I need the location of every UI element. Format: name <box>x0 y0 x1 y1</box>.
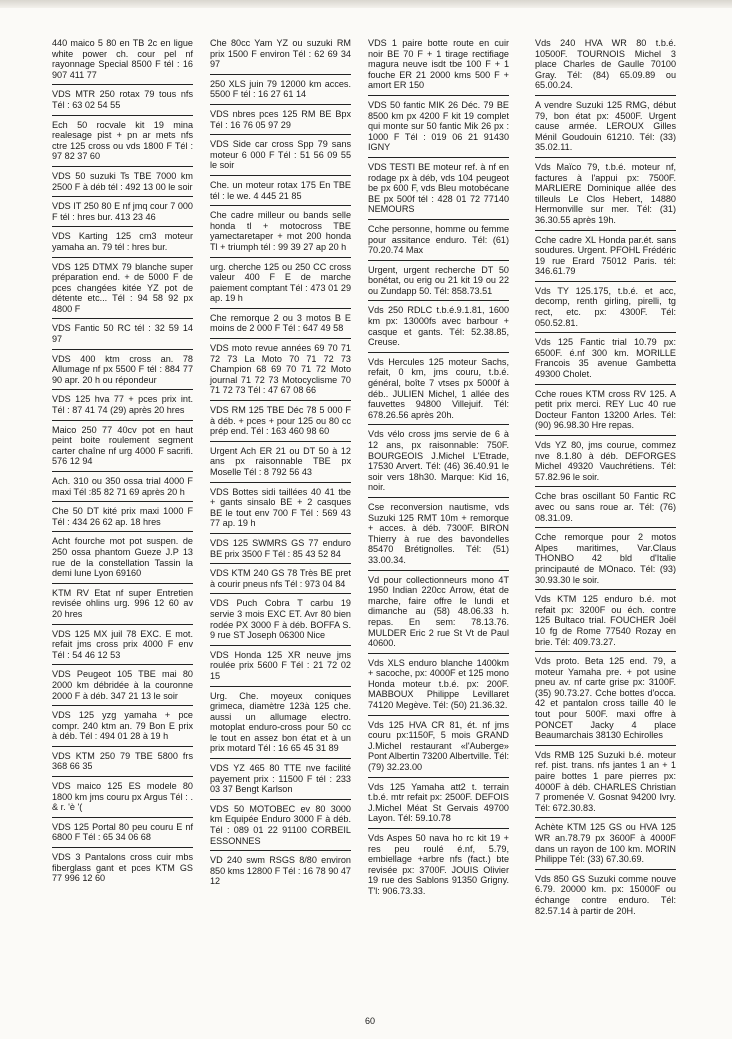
classified-ad: VDS IT 250 80 E nf jmq cour 7 000 F tél : hres bur. 413 23 46 <box>52 201 193 227</box>
classified-ad: Cche roues KTM cross RV 125. A petit prix merci. REY Luc 40 rue Docteur Fanton 13200 Arles. Tél: (90) 96.98.30 Hre repas. <box>535 389 676 436</box>
classified-ad: Cse reconversion nautisme, vds Suzuki 125 RMT 10m + remorque + acces. à déb. 7300F. BIRON Thierry à rue des bavondelles 85470 Brétignolles. Tél: (51) 33.00.34. <box>368 502 509 571</box>
classified-ad: VDS MTR 250 rotax 79 tous nfs Tél : 63 02 54 55 <box>52 89 193 115</box>
classified-column-2 <box>210 38 351 895</box>
classified-ad: VD 240 swm RSGS 8/80 environ 850 kms 12800 F Tél : 16 78 90 47 12 <box>210 855 351 887</box>
page-top-edge <box>0 0 732 8</box>
classified-ad: VDS 3 Pantalons cross cuir mbs fiberglass gant et pces KTM GS 77 996 12 60 <box>52 852 193 884</box>
classified-ad: VDS Honda 125 XR neuve jms roulée prix 5600 F Tél : 21 72 02 15 <box>210 650 351 687</box>
classified-ad: A vendre Suzuki 125 RMG, début 79, bon état px: 4500F. Urgent cause armée. LEROUX Gilles Ménil Goudouin 61210. Tél: (33) 35.02.11. <box>535 100 676 158</box>
classified-ad: 250 XLS juin 79 12000 km acces. 5500 F tél : 16 27 61 14 <box>210 79 351 105</box>
classified-ad: 440 maico 5 80 en TB 2c en ligue white power ch. cour pel nf rayonnage Special 8500 F tél : 16 907 411 77 <box>52 38 193 85</box>
classified-ad: VDS 50 suzuki Ts TBE 7000 km 2500 F à déb tél : 492 13 00 le soir <box>52 171 193 197</box>
page-number: 60 <box>364 1016 375 1026</box>
classified-ad: Urgent Ach ER 21 ou DT 50 à 12 ans px raisonnable TBE px Moselle Tél : 8 792 56 43 <box>210 446 351 483</box>
classified-ad: VDS 125 SWMRS GS 77 enduro BE prix 3500 F Tél : 85 43 52 84 <box>210 538 351 564</box>
classified-ad: VDS Puch Cobra T carbu 19 servie 3 mois EXC ET. Avr 80 bien rodée PX 3000 F à déb. BOFFA S. 9 rue ST Joseph 06300 Nice <box>210 598 351 645</box>
classified-ad: Vds Maïco 79, t.b.é. moteur nf, factures à l'appui px: 7500F. MARLIERE Dominique allée des tilleuls Le Clos Hebert, 14880 Hermonville sur mer. Tél: (31) 36.30.55 après 19h. <box>535 162 676 231</box>
classified-ad: VDS Fantic 50 RC tél : 32 59 14 97 <box>52 323 193 349</box>
classified-ad: Ach. 310 ou 350 ossa trial 4000 F maxi Tél :85 82 71 69 après 20 h <box>52 476 193 502</box>
classified-ad: Vds 250 RDLC t.b.é.9.1.81, 1600 km px: 13000fs avec barbour + casque et gants. Tél: 52.38.85, Creuse. <box>368 305 509 352</box>
classified-ad: Maico 250 77 40cv pot en haut peint boite roulement segment carter chaîne nf urg 4000 F sacrifi. 576 12 94 <box>52 425 193 472</box>
classified-ad: Cche bras oscillant 50 Fantic RC avec ou sans roue ar. Tél: (76) 08.31.09. <box>535 491 676 528</box>
classified-ad: Cche personne, homme ou femme pour assitance enduro. Tél: (61) 70.20.74 Max <box>368 224 509 261</box>
classified-ad: VDS 400 ktm cross an. 78 Allumage nf px 5500 F tél : 884 77 90 apr. 20 h ou répondeur <box>52 354 193 391</box>
classified-ad: Urgent, urgent recherche DT 50 bonétat, ou erig ou 21 kit 19 ou 22 ou Zundapp 50. Tél: 858.73.51 <box>368 265 509 302</box>
classified-ad: Che remorque 2 ou 3 motos B E moins de 2 000 F Tél : 647 49 58 <box>210 313 351 339</box>
classified-ad: Vds vélo cross jms servie de 6 à 12 ans, px raisonnable: 750F. BOURGEOIS J.Michel L'Etrade, 17530 Arvert. Tél: (46) 36.40.91 le soir vers 18h30. Marque: Kid 16, noir. <box>368 429 509 498</box>
classified-ad: Che. un moteur rotax 175 En TBE tél : le we. 4 445 21 85 <box>210 180 351 206</box>
classified-ad: VDS 125 yzg yamaha + pce compr. 240 ktm an. 79 Bon E prix à déb. Tél : 494 01 28 à 19 h <box>52 710 193 747</box>
classified-ad: VDS Peugeot 105 TBE mai 80 2000 km débridée à la couronne 2000 F à déb. 347 21 13 le soir <box>52 669 193 706</box>
classified-ad: VDS 1 paire botte route en cuir noir BE 70 F + 1 tirage rectifiage magura neuve isdt tbe 100 F + 1 fouche ER 21 2000 kms 500 F + amort ER 150 <box>368 38 509 96</box>
classified-ad: Che 50 DT kité prix maxi 1000 F Tél : 434 26 62 ap. 18 hres <box>52 506 193 532</box>
classified-ad: Vds 850 GS Suzuki comme nouve 6.79. 20000 km. px: 15000F ou échange contre enduro. Tél: 82.57.14 à partir de 20H. <box>535 873 676 916</box>
classified-column-1 <box>52 38 193 892</box>
classified-ad: Vds KTM 125 enduro b.é. mot refait px: 3200F ou éch. contre 125 Bultaco trial. FOUCHER Joël 10 fg de Rome 77540 Rozay en brie. Tél: 409.73.27. <box>535 594 676 652</box>
classified-ad: KTM RV Etat nf super Entretien revisée ohlins urg. 996 12 60 av 20 hres <box>52 588 193 625</box>
classified-ad: Vd pour collectionneurs mono 4T 1950 Indian 220cc Arrow, état de marche, faire offre le lundi et dimanche au (58) 48.06.33 h. repas. En sem: 78.13.76. MULDER Eric 2 rue St Vt de Paul 40600. <box>368 575 509 654</box>
classified-ad: Cche cadre XL Honda par.ét. sans soudures. Urgent. PFOHL Frédéric 19 rue Erard 75012 Paris. tél: 346.61.79 <box>535 235 676 282</box>
classified-ad: Vds 125 Fantic trial 10.79 px: 6500F. é.nf 300 km. MORILLE Francois 35 avenue Gambetta 49300 Cholet. <box>535 337 676 384</box>
classified-ad: Vds Aspes 50 nava ho rc kit 19 + res peu roulé é.nf, 5.79, embiellage +arbre nfs (fact.) bte revisée px: 3700F. JOUIS Olivier 19 rue des Sablons 91350 Grigny. T'l: 906.73.33. <box>368 833 509 896</box>
classified-ad: VDS KTM 250 79 TBE 5800 frs 368 66 35 <box>52 751 193 777</box>
classified-ad: Urg. Che. moyeux coniques grimeca, diamètre 123à 125 che. aussi un allumage electro. motoplat enduro-cross pour 50 cc le tout en assez bon état et à un prix motard Tél : 16 65 45 31 89 <box>210 691 351 760</box>
classified-ad: Vds 240 HVA WR 80 t.b.é. 10500F. TOURNOIS Michel 3 place Charles de Gaulle 70100 Gray. Tél: (84) 65.09.89 ou 65.00.24. <box>535 38 676 96</box>
classified-column-4 <box>535 38 676 924</box>
classified-ad: VDS 125 DTMX 79 blanche super préparation end. + de 5000 F de pces changées kitée YZ pot de détente etc... Tél : 94 58 92 px 4800 F <box>52 262 193 320</box>
classified-ad: VDS 50 MOTOBEC ev 80 3000 km Equipée Enduro 3000 F à déb. Tél : 089 01 22 91100 CORBEIL ESSONNES <box>210 804 351 851</box>
classified-ad: Vds 125 Yamaha att2 t. terrain t.b.é. mtr refait px: 2500F. DEFOIS J.Michel Méat St Gervais 49700 Layon. Tél: 59.10.78 <box>368 782 509 829</box>
classified-ad: VDS Karting 125 cm3 moteur yamaha an. 79 tél : hres bur. <box>52 231 193 257</box>
classified-ad: Che cadre milleur ou bands selle honda tl + motocross TBE yamectaretaper + mot 200 honda Tl + triumph tél : 99 39 27 ap 20 h <box>210 210 351 257</box>
classified-ad: VDS Side car cross Spp 79 sans moteur 6 000 F Tél : 51 56 09 55 le soir <box>210 139 351 176</box>
classified-column-3 <box>368 38 509 905</box>
classified-ad: VDS KTM 240 GS 78 Très BE pret à courir pneus nfs Tél : 973 04 84 <box>210 568 351 594</box>
classified-ad: Acht fourche mot pot suspen. de 250 ossa phantom Gueze J.P 13 rue de la constellation Tassin la demi lune Lyon 69160 <box>52 536 193 583</box>
classified-ad: VDS TESTI BE moteur ref. à nf en rodage px à déb, vds 104 peugeot be px 600 F, vds Bleu motobécane BE px 500f tél : 428 01 72 77140 NEMOURS <box>368 162 509 220</box>
classified-ad: Vds Hercules 125 moteur Sachs, refait, 0 km, jms couru, t.b.é. général, boîte 7 vtses px 5000f à déb.. JULIEN Michel, 1 allée des fauvettes 94800 Villejuif. Tél: 678.26.56 après 20h. <box>368 357 509 426</box>
classified-ad: Vds TY 125.175, t.b.é. et acc, decomp, renth girling, pirelli, tg rect, etc. px: 4300F. Tél: 050.52.81. <box>535 286 676 333</box>
classified-ad: VDS 125 hva 77 + pces prix int. Tél : 87 41 74 (29) après 20 hres <box>52 394 193 420</box>
classified-ad: urg. cherche 125 ou 250 CC cross valeur 400 F E de marche paiement comptant Tél : 473 01 29 ap. 19 h <box>210 262 351 309</box>
classified-ad: VDS nbres pces 125 RM BE Bpx Tél : 16 76 05 97 29 <box>210 109 351 135</box>
classified-ad: Vds XLS enduro blanche 1400km + sacoche, px: 4000F et 125 mono Honda moteur t.b.é. px: 200F. MABBOUX Philippe Levillaret 74120 Megève. Tél: (50) 21.36.32. <box>368 658 509 716</box>
classified-ad: Vds YZ 80, jms courue, commez nve 8.1.80 à déb. DEFORGES Michel 49320 Vauchrétiens. Tél: 57.82.96 le soir. <box>535 440 676 487</box>
classified-ad: Achète KTM 125 GS ou HVA 125 WR an.78.79 px 3600F à 4000F dans un rayon de 100 km. MORIN Philippe Tél: (33) 67.30.69. <box>535 822 676 869</box>
classified-ad: Cche remorque pour 2 motos Alpes maritimes, Var.Claus THONBO 42 bld d'Italie principauté de MOnaco. Tél: (93) 30.93.30 le soir. <box>535 532 676 590</box>
classified-ad: VDS moto revue années 69 70 71 72 73 La Moto 70 71 72 73 Champion 68 69 70 71 72 Moto journal 71 72 73 Motocyclisme 70 71 72 73 Tél : 47 67 08 66 <box>210 343 351 401</box>
classified-ad: VDS YZ 465 80 TTE nve facilité payement prix : 11500 F tél : 233 03 37 Bengt Karlson <box>210 763 351 800</box>
classified-ad: Vds proto. Beta 125 end. 79, a moteur Yamaha pre. + pot usine pneu av. nf carte grise px: 3100F. (35) 90.73.27. Cche bottes d'occa. 42 et pantalon cross taille 40 le tout pour 500F. maxi offre à PONCET Jacky 4 place Beaumarchais 38130 Echirolles <box>535 656 676 746</box>
classified-ad: VDS maico 125 ES modele 80 1800 km jms couru px Argus Tél : . & r. 'è '( <box>52 781 193 818</box>
classified-ad: Vds RMB 125 Suzuki b.é. moteur ref. pist. trans. nfs jantes 1 an + 1 paire bottes 1 pare pierres px: 4000F à déb. CHARLES Christian 7 promenée V. Gosnat 94200 Ivry. Tél: 672.30.83. <box>535 750 676 819</box>
classified-ad: VDS 125 Portal 80 peu couru E nf 6800 F Tél : 65 34 06 68 <box>52 822 193 848</box>
classified-ad: VDS 125 MX juil 78 EXC. E mot. refait jms cross prix 4000 F env Tél : 54 46 12 53 <box>52 629 193 666</box>
classified-ad: Ech 50 rocvale kit 19 mina realesage pist + pn ar mets nfs ctre 125 cross ou vds 1800 F Tél : 97 82 37 60 <box>52 120 193 167</box>
classified-ad: VDS 50 fantic MIK 26 Déc. 79 BE 8500 km px 4200 F kit 19 complet qui monte sur 50 fantic Mik 26 px : 1000 F Tél : 019 06 21 91430 IGNY <box>368 100 509 158</box>
classified-ad: Vds 125 HVA CR 81, ét. nf jms couru px:1150F, 5 mois GRAND J.Michel restaurant «l'Auberge» Pont Albertin 73200 Albertville. Tél: (79) 32.23.00 <box>368 720 509 778</box>
classified-ad: VDS Bottes sidi taillées 40 41 tbe + gants sinsalo BE + 2 casques BE le tout env 700 F Tél : 569 43 77 ap. 19 h <box>210 487 351 534</box>
classified-ad: Che 80cc Yam YZ ou suzuki RM prix 1500 F environ Tél : 62 69 34 97 <box>210 38 351 75</box>
classified-ad: VDS RM 125 TBE Déc 78 5 000 F à déb. + pces + pour 125 ou 80 cc prép end. Tél : 163 460 98 60 <box>210 405 351 442</box>
